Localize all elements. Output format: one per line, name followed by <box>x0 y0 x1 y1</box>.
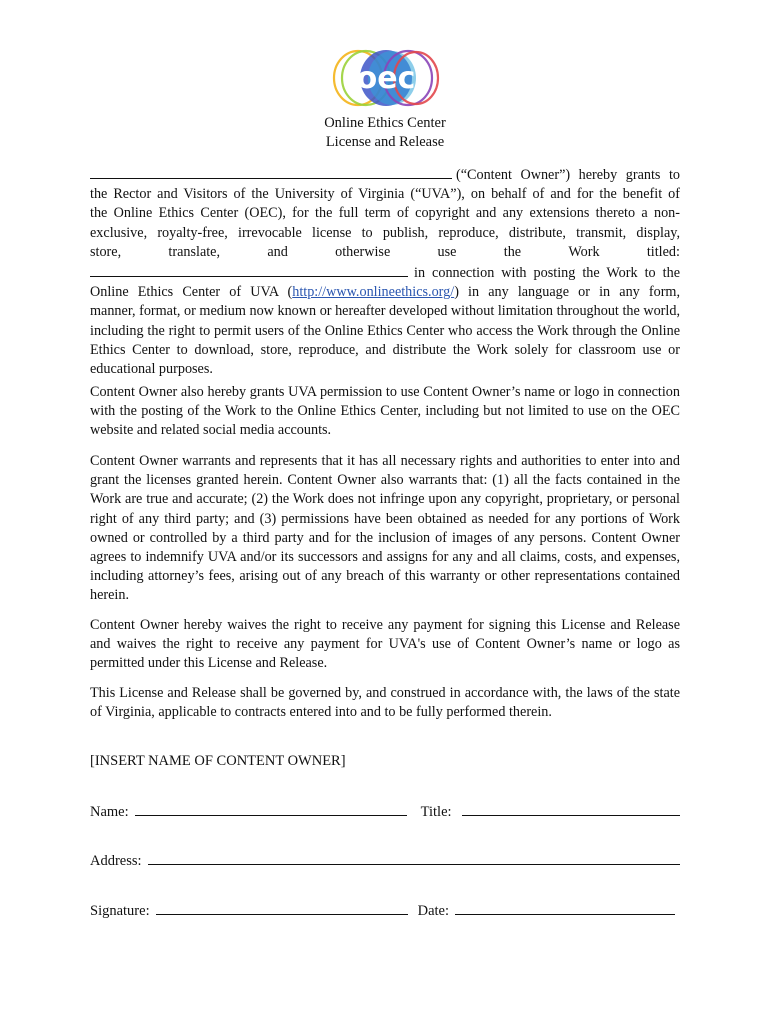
paragraph-logo-permission <box>90 383 680 452</box>
name-title-row <box>90 801 680 821</box>
work-title-blank[interactable] <box>90 262 408 277</box>
grant-word: the <box>503 243 522 260</box>
date-field[interactable] <box>455 900 675 915</box>
grant-line-3: the Online Ethics Center (OEC), for the full term of copyright and any extensions thereto a non- <box>90 205 680 222</box>
address-row <box>90 850 680 870</box>
address-label: Address: <box>90 853 142 869</box>
signature-label: Signature: <box>90 903 150 919</box>
body-paragraph: Content Owner warrants and represents that it has all necessary rights and authorities to enter into and grant the licenses granted herein. Content Owner also warrants that: (1) all the facts contained in the Work are true and accurate; (2) the Work does not infringe upon any copyright, proprietary, or personal right of any third party; and (3) permissions have been obtained as needed for any portions of Work owned or controlled by a third party and for the inclusion of images of any persons. Content Owner agrees to indemnify UVA and/or its successors and assigns for any and all claims, costs, and expenses, including attorney’s fees, arising out of any breach of this warranty or other representations contained herein. <box>90 453 680 604</box>
insert-name-text: [INSERT NAME OF CONTENT OWNER] <box>90 753 346 769</box>
grant-line-4: exclusive, royalty-free, irrevocable license to publish, reproduce, distribute, transmit, display, <box>90 224 680 241</box>
grant-word: store, <box>90 243 122 260</box>
signature-date-row <box>90 900 680 920</box>
insert-name-placeholder <box>90 753 680 770</box>
grant-word: and <box>267 243 288 260</box>
grant-paragraph <box>90 164 680 379</box>
signature-field[interactable] <box>156 900 408 915</box>
body-paragraph: Content Owner also hereby grants UVA permission to use Content Owner’s name or logo in connection with the posting of the Work to the Online Ethics Center, including but not limited to use on the OEC website and related social media accounts. <box>90 384 680 439</box>
title-label: Title: <box>420 804 452 820</box>
date-label: Date: <box>417 903 450 919</box>
name-field[interactable] <box>135 801 407 816</box>
grant-line-7-pre: Online Ethics Center of UVA ( <box>90 284 293 301</box>
content-owner-blank[interactable] <box>90 164 452 179</box>
grant-line-7-post: ) in any language or in any form, <box>454 284 681 301</box>
onlineethics-link[interactable]: http://www.onlineethics.org/ <box>292 284 455 301</box>
grant-line-2: the Rector and Visitors of the University of Virginia (“UVA”), on behalf of and for the benefit of <box>90 186 680 203</box>
paragraph-payment-waiver <box>90 616 680 685</box>
body-paragraph: This License and Release shall be governed by, and construed in accordance with, the laws of the state of Virginia, applicable to contracts entered into and to be fully performed therein. <box>90 685 680 721</box>
header-line-2: License and Release <box>325 134 445 150</box>
grant-line-6: in connection with posting the Work to the <box>414 265 680 282</box>
grant-word: translate, <box>168 243 221 260</box>
paragraph-warranty <box>90 452 680 617</box>
logo-text: oec <box>356 61 416 96</box>
oec-logo-icon <box>330 48 442 108</box>
grant-rest: manner, format, or medium now known or hereafter developed without limitation throughout the world, including the right to permit users of the Online Ethics Center who access the Work through the Online Ethics Center to download, store, reproduce, and distribute the Work solely for classroom use or educational purposes. <box>90 303 680 378</box>
grant-line-7 <box>90 283 680 302</box>
paragraph-governing-law <box>90 684 680 733</box>
grant-line-1: (“Content Owner”) hereby grants to <box>456 167 680 183</box>
address-field[interactable] <box>148 850 680 865</box>
name-label: Name: <box>90 804 129 820</box>
grant-word: use <box>437 243 457 260</box>
oec-logo <box>330 48 442 108</box>
grant-word: otherwise <box>335 243 391 260</box>
grant-word: titled: <box>646 243 680 260</box>
grant-line-5 <box>90 243 680 262</box>
header-line-1: Online Ethics Center <box>324 115 446 131</box>
title-field[interactable] <box>462 801 680 816</box>
body-paragraph: Content Owner hereby waives the right to receive any payment for signing this License and Release and waives the right to receive any payment for UVA's use of Content Owner’s name or logo as permitted under this License and Release. <box>90 617 680 672</box>
grant-word: Work <box>568 243 600 260</box>
